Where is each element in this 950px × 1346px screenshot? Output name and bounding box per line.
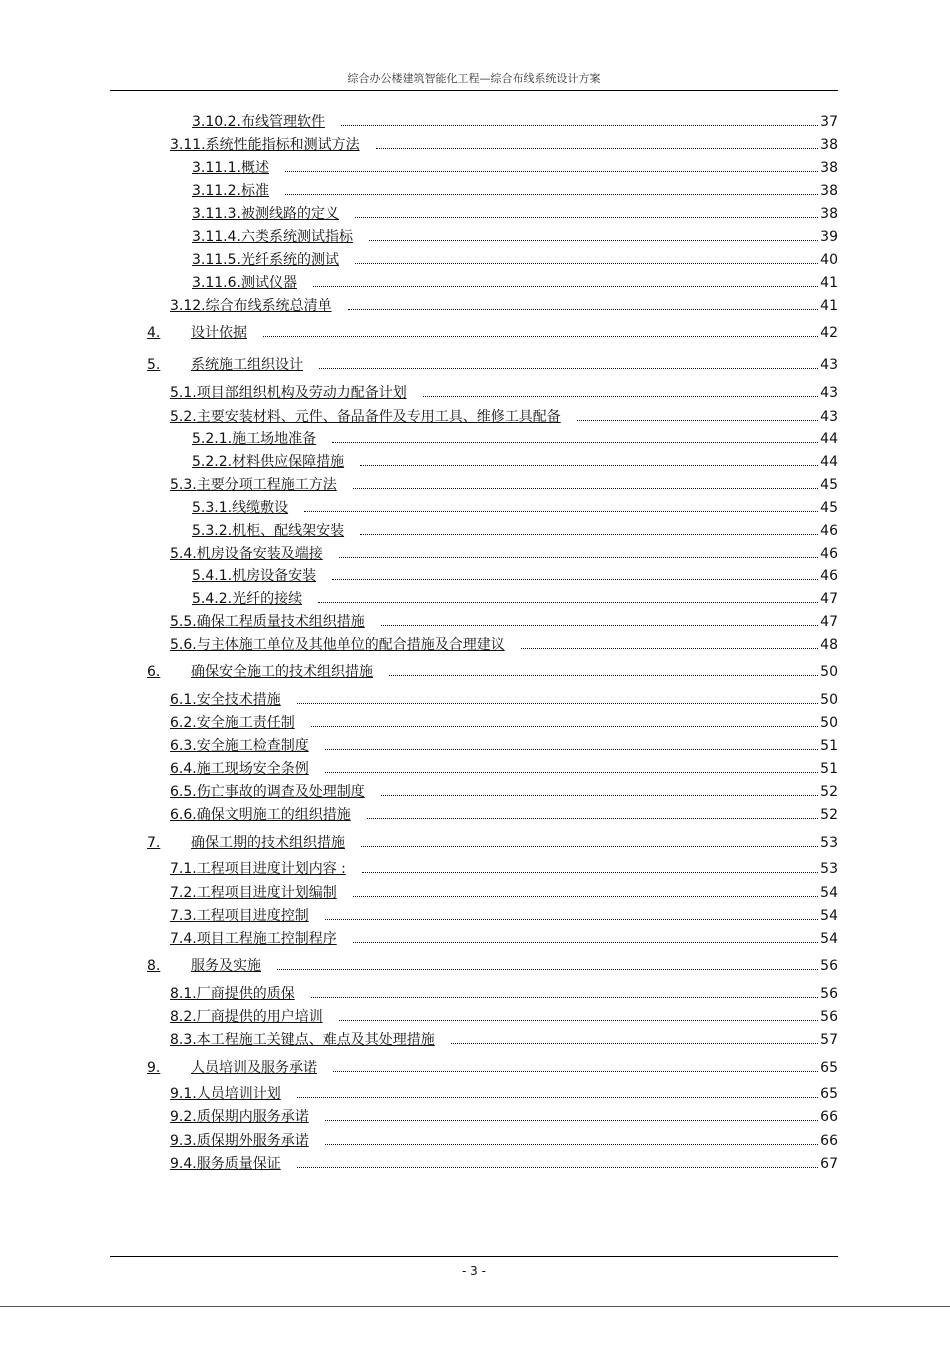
toc-entry-page: 47: [820, 591, 838, 607]
toc-entry-title: 光纤的接续: [232, 591, 303, 607]
toc-entry[interactable]: [170, 806, 838, 824]
toc-entry-title: 确保安全施工的技术组织措施: [191, 664, 373, 680]
toc-entry-title: 机房设备安装及端接: [196, 546, 323, 562]
toc-entry-title: 项目工程施工控制程序: [196, 931, 337, 947]
toc-entry[interactable]: [147, 356, 838, 374]
toc-dot-leader: [376, 136, 819, 149]
toc-entry-title: 布线管理软件: [240, 114, 325, 130]
toc-entry-title: 主要分项工程施工方法: [196, 477, 337, 493]
toc-dot-leader: [311, 714, 818, 727]
toc-entry-page: 38: [820, 206, 838, 222]
toc-dot-leader: [521, 636, 818, 649]
toc-entry-number: 5.3.1.: [192, 500, 233, 516]
toc-entry-page: 48: [820, 637, 838, 653]
toc-entry[interactable]: [192, 567, 838, 585]
toc-entry-page: 37: [820, 114, 838, 130]
toc-entry-page: 42: [820, 325, 838, 341]
toc-entry-title: 工程项目进度计划内容 :: [196, 861, 346, 877]
toc-dot-leader: [313, 274, 818, 287]
toc-entry[interactable]: [192, 205, 838, 223]
toc-entry-page: 51: [820, 761, 838, 777]
toc-entry-title: 施工现场安全条例: [196, 761, 309, 777]
toc-dot-leader: [311, 985, 818, 998]
toc-entry-number: 7.2.: [170, 885, 197, 901]
toc-entry-number: 6.5.: [170, 784, 197, 800]
toc-entry-number: 8.: [147, 958, 161, 974]
toc-dot-leader: [285, 182, 818, 195]
toc-entry-title: 服务质量保证: [196, 1156, 281, 1172]
toc-entry[interactable]: [192, 113, 838, 131]
toc-entry-number: 9.4.: [170, 1156, 197, 1172]
page-number: - 3 -: [462, 1264, 486, 1278]
toc-dot-leader: [381, 613, 818, 626]
toc-entry[interactable]: [192, 590, 838, 608]
toc-entry-number: 3.11.3.: [192, 206, 241, 222]
footer-rule: [110, 1256, 838, 1257]
toc-entry-page: 54: [820, 931, 838, 947]
toc-entry[interactable]: [147, 1059, 838, 1077]
toc-entry-number: 3.11.4.: [192, 229, 241, 245]
toc-entry-title: 概述: [240, 160, 269, 176]
toc-entry-number: 3.11.2.: [192, 183, 241, 199]
toc-entry-number: 5.4.2.: [192, 591, 233, 607]
toc-dot-leader: [318, 590, 818, 603]
toc-dot-leader: [333, 1059, 818, 1072]
toc-entry-title: 设计依据: [191, 325, 247, 341]
toc-dot-leader: [319, 356, 818, 369]
toc-entry-number: 7.: [147, 835, 161, 851]
toc-entry[interactable]: [170, 760, 838, 778]
toc-entry-page: 38: [820, 160, 838, 176]
toc-entry-title: 项目部组织机构及劳动力配备计划: [196, 385, 407, 401]
toc-entry-title: 厂商提供的质保: [196, 986, 295, 1002]
toc-entry-page: 46: [820, 546, 838, 562]
toc-entry-page: 38: [820, 137, 838, 153]
toc-entry-title: 厂商提供的用户培训: [196, 1009, 323, 1025]
toc-entry[interactable]: [147, 663, 838, 681]
toc-dot-leader: [285, 159, 818, 172]
toc-dot-leader: [369, 228, 818, 241]
toc-dot-leader: [332, 567, 818, 580]
toc-entry-number: 7.4.: [170, 931, 197, 947]
toc-entry-number: 3.11.: [170, 137, 206, 153]
toc-entry-title: 质保期外服务承诺: [196, 1133, 309, 1149]
toc-entry-number: 3.11.1.: [192, 160, 241, 176]
toc-entry[interactable]: [170, 297, 838, 315]
toc-dot-leader: [360, 522, 818, 535]
toc-entry[interactable]: [192, 182, 838, 200]
toc-entry-page: 50: [820, 664, 838, 680]
toc-entry-number: 5.1.: [170, 385, 197, 401]
toc-entry-page: 46: [820, 568, 838, 584]
toc-entry-title: 工程项目进度计划编制: [196, 885, 337, 901]
toc-entry-number: 5.2.: [170, 409, 197, 425]
toc-dot-leader: [339, 1008, 818, 1021]
toc-entry[interactable]: [170, 985, 838, 1003]
toc-entry-title: 材料供应保障措施: [232, 454, 345, 470]
toc-entry-page: 57: [820, 1032, 838, 1048]
toc-entry[interactable]: [170, 136, 838, 154]
toc-dot-leader: [423, 384, 818, 397]
toc-entry-title: 施工场地准备: [232, 431, 317, 447]
toc-entry-number: 3.12.: [170, 298, 206, 314]
toc-entry-number: 6.: [147, 664, 161, 680]
toc-entry[interactable]: [170, 1008, 838, 1026]
toc-entry-number: 5.: [147, 357, 161, 373]
toc-entry-number: 8.2.: [170, 1009, 197, 1025]
toc-entry-title: 与主体施工单位及其他单位的配合措施及合理建议: [196, 637, 505, 653]
toc-dot-leader: [367, 806, 818, 819]
toc-dot-leader: [360, 453, 818, 466]
toc-entry-title: 六类系统测试指标: [240, 229, 353, 245]
toc-entry-number: 9.3.: [170, 1133, 197, 1149]
toc-entry[interactable]: [170, 714, 838, 732]
toc-entry-title: 综合布线系统总清单: [205, 298, 332, 314]
toc-entry-page: 40: [820, 252, 838, 268]
toc-entry[interactable]: [192, 274, 838, 292]
toc-entry-page: 45: [820, 500, 838, 516]
toc-entry-number: 9.1.: [170, 1086, 197, 1102]
toc-entry[interactable]: [192, 522, 838, 540]
toc-entry-number: 6.3.: [170, 738, 197, 754]
toc-entry-page: 50: [820, 692, 838, 708]
toc-dot-leader: [325, 907, 818, 920]
toc-entry-title: 安全技术措施: [196, 692, 281, 708]
toc-dot-leader: [451, 1031, 818, 1044]
toc-entry[interactable]: [192, 159, 838, 177]
toc-dot-leader: [577, 408, 818, 421]
toc-entry-page: 39: [820, 229, 838, 245]
toc-entry-page: 54: [820, 885, 838, 901]
toc-entry-page: 56: [820, 958, 838, 974]
toc-entry-title: 系统施工组织设计: [191, 357, 303, 373]
toc-dot-leader: [297, 1085, 818, 1098]
toc-entry[interactable]: [170, 1031, 838, 1049]
toc-entry[interactable]: [192, 228, 838, 246]
toc-entry-page: 47: [820, 614, 838, 630]
toc-entry[interactable]: [170, 1132, 838, 1150]
toc-entry-title: 工程项目进度控制: [196, 908, 309, 924]
toc-entry[interactable]: [170, 737, 838, 755]
toc-entry-number: 5.4.: [170, 546, 197, 562]
toc-dot-leader: [389, 663, 818, 676]
toc-entry-page: 43: [820, 409, 838, 425]
toc-entry[interactable]: [170, 408, 838, 426]
toc-dot-leader: [381, 783, 818, 796]
header-rule: [110, 90, 838, 91]
toc-dot-leader: [353, 930, 818, 943]
toc-entry-page: 43: [820, 357, 838, 373]
toc-entry-title: 标准: [240, 183, 269, 199]
toc-entry[interactable]: [170, 384, 838, 402]
toc-dot-leader: [355, 205, 818, 218]
toc-entry-page: 56: [820, 1009, 838, 1025]
toc-dot-leader: [297, 691, 818, 704]
toc-entry[interactable]: [170, 545, 838, 563]
toc-entry[interactable]: [147, 324, 838, 342]
toc-dot-leader: [325, 1132, 818, 1145]
toc-entry-page: 52: [820, 784, 838, 800]
toc-entry-number: 6.2.: [170, 715, 197, 731]
toc-dot-leader: [362, 860, 818, 873]
toc-entry-number: 5.2.2.: [192, 454, 233, 470]
toc-entry-number: 3.11.5.: [192, 252, 241, 268]
toc-dot-leader: [339, 545, 818, 558]
toc-dot-leader: [353, 884, 818, 897]
toc-entry[interactable]: [170, 930, 838, 948]
toc-entry-page: 65: [820, 1086, 838, 1102]
toc-entry-title: 安全施工检查制度: [196, 738, 309, 754]
toc-entry[interactable]: [147, 957, 838, 975]
toc-dot-leader: [353, 476, 818, 489]
toc-entry-number: 5.2.1.: [192, 431, 233, 447]
toc-dot-leader: [277, 957, 818, 970]
toc-entry-number: 7.3.: [170, 908, 197, 924]
toc-dot-leader: [304, 499, 818, 512]
toc-dot-leader: [297, 1155, 818, 1168]
toc-entry-title: 光纤系统的测试: [240, 252, 339, 268]
toc-entry-title: 系统性能指标和测试方法: [205, 137, 360, 153]
running-header: 综合办公楼建筑智能化工程—综合布线系统设计方案: [347, 72, 601, 85]
toc-entry-page: 44: [820, 454, 838, 470]
toc-entry-title: 确保工程质量技术组织措施: [196, 614, 365, 630]
toc-entry-page: 50: [820, 715, 838, 731]
toc-dot-leader: [325, 760, 818, 773]
toc-entry-number: 8.3.: [170, 1032, 197, 1048]
toc-entry-page: 53: [820, 861, 838, 877]
toc-entry-page: 45: [820, 477, 838, 493]
toc-entry-page: 65: [820, 1060, 838, 1076]
toc-entry-page: 44: [820, 431, 838, 447]
toc-entry-number: 3.10.2.: [192, 114, 241, 130]
toc-dot-leader: [332, 430, 818, 443]
toc-entry[interactable]: [170, 907, 838, 925]
toc-entry-number: 5.4.1.: [192, 568, 233, 584]
toc-dot-leader: [361, 834, 818, 847]
toc-dot-leader: [348, 297, 819, 310]
toc-entry-title: 主要安装材料、元件、备品备件及专用工具、维修工具配备: [196, 409, 561, 425]
toc-entry-page: 67: [820, 1156, 838, 1172]
toc-entry[interactable]: [192, 430, 838, 448]
toc-entry-page: 46: [820, 523, 838, 539]
toc-entry-title: 机柜、配线架安装: [232, 523, 345, 539]
toc-entry[interactable]: [147, 834, 838, 852]
toc-entry-title: 人员培训及服务承诺: [191, 1060, 317, 1076]
toc-entry-page: 53: [820, 835, 838, 851]
toc-entry-page: 56: [820, 986, 838, 1002]
toc-entry[interactable]: [170, 636, 838, 654]
toc-entry-title: 质保期内服务承诺: [196, 1109, 309, 1125]
toc-entry[interactable]: [170, 1085, 838, 1103]
toc-entry-number: 9.: [147, 1060, 161, 1076]
toc-entry-title: 被测线路的定义: [240, 206, 339, 222]
page-edge-line: [0, 1306, 950, 1307]
toc-entry-title: 线缆敷设: [232, 500, 289, 516]
toc-entry-title: 确保工期的技术组织措施: [191, 835, 345, 851]
toc-entry-page: 51: [820, 738, 838, 754]
toc-entry-page: 38: [820, 183, 838, 199]
toc-entry[interactable]: [170, 860, 838, 878]
toc-entry-number: 9.2.: [170, 1109, 197, 1125]
toc-entry-number: 6.6.: [170, 807, 197, 823]
toc-entry[interactable]: [192, 499, 838, 517]
toc-entry[interactable]: [192, 453, 838, 471]
toc-entry-page: 52: [820, 807, 838, 823]
toc-entry-title: 机房设备安装: [232, 568, 317, 584]
toc-entry[interactable]: [170, 691, 838, 709]
toc-entry-page: 41: [820, 275, 838, 291]
toc-entry-number: 5.6.: [170, 637, 197, 653]
toc-entry-title: 测试仪器: [240, 275, 297, 291]
toc-entry-number: 7.1.: [170, 861, 197, 877]
toc-entry[interactable]: [170, 476, 838, 494]
toc-entry-number: 5.3.2.: [192, 523, 233, 539]
toc-dot-leader: [325, 1108, 818, 1121]
toc-entry-number: 4.: [147, 325, 161, 341]
toc-entry-page: 41: [820, 298, 838, 314]
toc-entry-title: 服务及实施: [191, 958, 261, 974]
toc-entry-number: 6.4.: [170, 761, 197, 777]
toc-entry-page: 43: [820, 385, 838, 401]
toc-entry-number: 5.5.: [170, 614, 197, 630]
toc-entry[interactable]: [192, 251, 838, 269]
toc-dot-leader: [341, 113, 818, 126]
toc-entry-title: 人员培训计划: [196, 1086, 281, 1102]
toc-dot-leader: [263, 324, 818, 337]
toc-dot-leader: [325, 737, 818, 750]
toc-entry[interactable]: [170, 1155, 838, 1173]
toc-entry-title: 确保文明施工的组织措施: [196, 807, 351, 823]
toc-entry[interactable]: [170, 613, 838, 631]
toc-entry[interactable]: [170, 1108, 838, 1126]
toc-entry-page: 66: [820, 1109, 838, 1125]
toc-entry-number: 5.3.: [170, 477, 197, 493]
toc-entry-page: 54: [820, 908, 838, 924]
toc-dot-leader: [355, 251, 818, 264]
toc-entry-title: 伤亡事故的调查及处理制度: [196, 784, 365, 800]
toc-entry-title: 本工程施工关键点、难点及其处理措施: [196, 1032, 435, 1048]
toc-entry-number: 8.1.: [170, 986, 197, 1002]
toc-entry-page: 66: [820, 1133, 838, 1149]
toc-entry-number: 6.1.: [170, 692, 197, 708]
toc-entry[interactable]: [170, 884, 838, 902]
toc-entry-number: 3.11.6.: [192, 275, 241, 291]
toc-entry-title: 安全施工责任制: [196, 715, 295, 731]
toc-entry[interactable]: [170, 783, 838, 801]
